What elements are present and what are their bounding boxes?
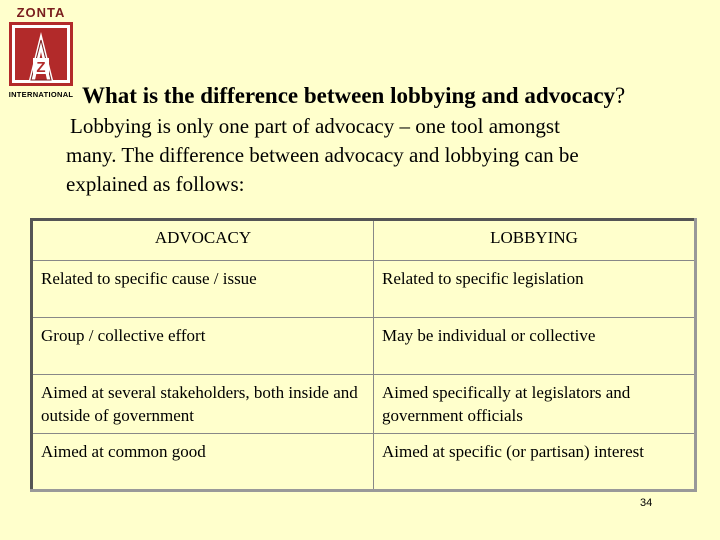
table-header-row	[32, 220, 696, 261]
table-cell: Related to specific cause / issue	[32, 261, 374, 318]
table-row	[32, 434, 696, 491]
page-number: 34	[640, 497, 653, 509]
table-cell: Group / collective effort	[32, 318, 374, 375]
intro-paragraph	[66, 112, 686, 199]
table-cell: May be individual or collective	[374, 318, 696, 375]
table-row	[32, 318, 696, 375]
intro-line-3: explained as follows:	[66, 172, 245, 196]
table-cell: Aimed specifically at legislators and government officials	[374, 375, 696, 434]
zonta-logo	[5, 6, 77, 102]
table-cell: Aimed at common good	[32, 434, 374, 491]
logo-top-text: ZONTA	[16, 5, 66, 20]
table-row	[32, 261, 696, 318]
slide-heading	[82, 82, 625, 110]
table-cell: Related to specific legislation	[374, 261, 696, 318]
heading-text: What is the difference between lobbying and advocacy	[82, 83, 616, 108]
logo-bottom-text: INTERNATIONAL	[8, 90, 74, 99]
zonta-emblem-icon	[9, 22, 73, 86]
table-row	[32, 375, 696, 434]
table-cell: Aimed at specific (or partisan) interest	[374, 434, 696, 491]
table-cell: Aimed at several stakeholders, both inside and outside of government	[32, 375, 374, 434]
heading-question-mark: ?	[615, 83, 626, 108]
header-advocacy: ADVOCACY	[32, 220, 374, 261]
intro-line-2: many. The difference between advocacy and lobbying can be	[66, 143, 579, 167]
header-lobbying: LOBBYING	[374, 220, 696, 261]
comparison-table	[30, 218, 697, 492]
logo-letter: Z	[36, 59, 46, 76]
intro-line-1: Lobbying is only one part of advocacy – one tool amongst	[70, 114, 560, 138]
